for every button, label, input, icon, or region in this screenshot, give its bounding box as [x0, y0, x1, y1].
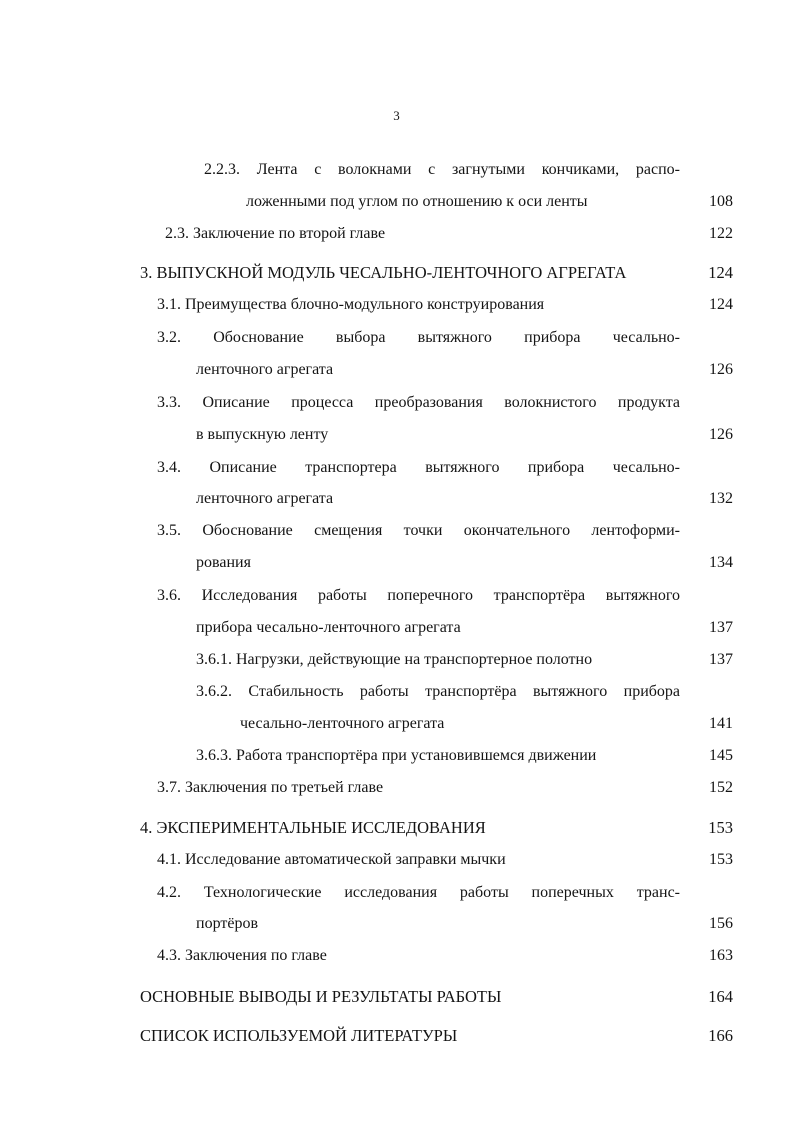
toc-entry-text: 3.2. Обоснование выбора вытяжного прибора чесально-	[157, 329, 680, 346]
toc-entry-text: 3.3. Описание процесса преобразования волокнистого продукта	[157, 394, 680, 411]
toc-entry-text: чесально-ленточного агрегата	[240, 715, 445, 732]
toc-entry-text: в выпускную ленту	[196, 426, 329, 443]
toc-page-number: 153	[708, 818, 733, 837]
toc-page-number: 132	[709, 490, 733, 507]
toc-entry-text: 4.3. Заключения по главе	[157, 947, 327, 964]
toc-page-number: 124	[708, 263, 733, 282]
toc-page-number: 126	[709, 426, 733, 443]
toc-page-number: 141	[709, 715, 733, 732]
toc-entry-text: 3.6.1. Нагрузки, действующие на транспортерное полотно	[196, 651, 593, 668]
toc-page-number: 137	[709, 619, 733, 636]
toc-page-number: 137	[709, 651, 733, 668]
toc-entry-text: ленточного агрегата	[196, 361, 334, 378]
toc-page-number: 166	[708, 1026, 733, 1045]
toc-page-number: 124	[709, 296, 733, 313]
toc-entry-text: 3.5. Обоснование смещения точки окончательного лентоформи-	[157, 522, 680, 539]
toc-entry-text: 2.3. Заключение по второй главе	[165, 225, 386, 242]
toc-entry-text: 3.6. Исследования работы поперечного транспортёра вытяжного	[157, 587, 680, 604]
toc-page-number: 156	[709, 915, 733, 932]
toc-entry-text: 3.6.3. Работа транспортёра при установившемся движении	[196, 747, 597, 764]
toc-entry-text: 3.7. Заключения по третьей главе	[157, 779, 384, 796]
toc-entry-text: 3.4. Описание транспортера вытяжного прибора чесально-	[157, 459, 680, 476]
toc-page-number: 152	[709, 779, 733, 796]
toc-entry-text: 4.2. Технологические исследования работы поперечных транс-	[157, 884, 680, 901]
toc-entry-text: рования	[196, 554, 251, 571]
toc-entry-text: ленточного агрегата	[196, 490, 334, 507]
toc-page-number: 126	[709, 361, 733, 378]
page-number: 3	[393, 108, 400, 123]
toc-entry-text: 3.6.2. Стабильность работы транспортёра вытяжного прибора	[196, 683, 680, 700]
toc-page-number: 134	[709, 554, 733, 571]
toc-page-number: 108	[709, 193, 733, 210]
toc-entry-text: ОСНОВНЫЕ ВЫВОДЫ И РЕЗУЛЬТАТЫ РАБОТЫ	[140, 987, 502, 1006]
toc-page-number: 163	[709, 947, 733, 964]
toc-entry-text: портёров	[196, 915, 258, 932]
toc-page-number: 122	[709, 225, 733, 242]
toc-entry-text: 4.1. Исследование автоматической заправки мычки	[157, 851, 506, 868]
toc-page-number: 164	[708, 987, 733, 1006]
toc-page-number: 145	[709, 747, 733, 764]
toc-entry-text: прибора чесально-ленточного агрегата	[196, 619, 461, 636]
toc-entry-text: 3.1. Преимущества блочно-модульного конструирования	[157, 296, 545, 313]
toc-entry-text: 3. ВЫПУСКНОЙ МОДУЛЬ ЧЕСАЛЬНО-ЛЕНТОЧНОГО АГРЕГАТА	[140, 263, 627, 282]
toc-entry-text: 2.2.3. Лента с волокнами с загнутыми кончиками, распо-	[204, 161, 680, 178]
toc-entry-text: ложенными под углом по отношению к оси ленты	[246, 193, 588, 210]
toc-entry-text: 4. ЭКСПЕРИМЕНТАЛЬНЫЕ ИССЛЕДОВАНИЯ	[140, 818, 486, 837]
toc-entry-text: СПИСОК ИСПОЛЬЗУЕМОЙ ЛИТЕРАТУРЫ	[140, 1026, 458, 1045]
toc-page-number: 153	[709, 851, 733, 868]
